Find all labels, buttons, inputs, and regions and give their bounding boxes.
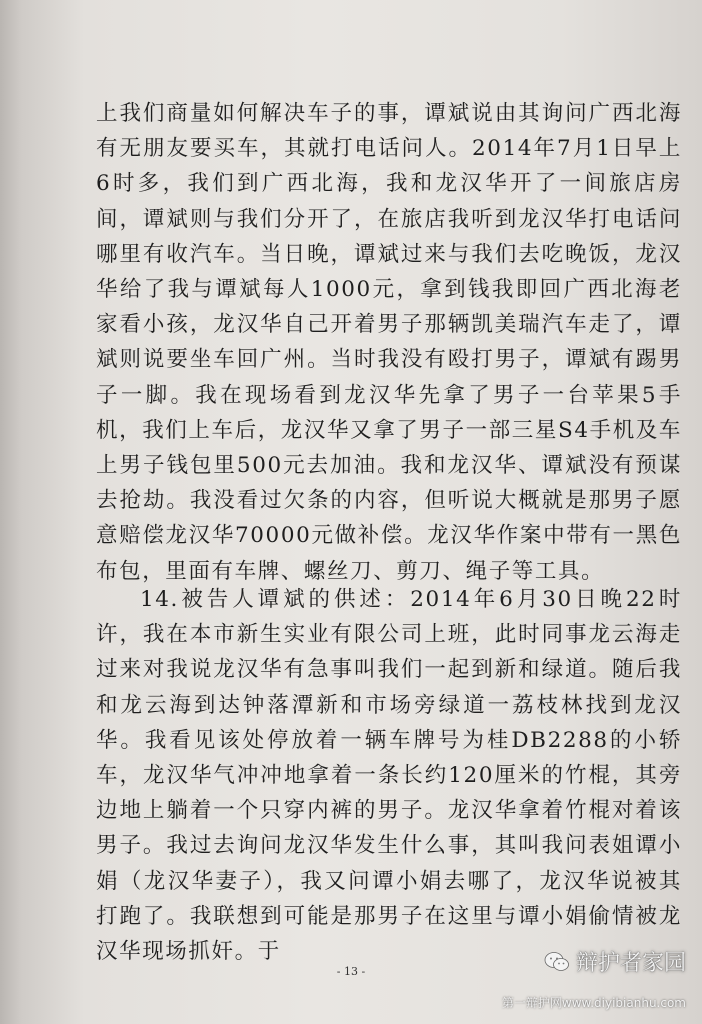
watermark-title: 辩护者家园 [575,951,686,976]
paragraph-2: 14.被告人谭斌的供述：2014年6月30日晚22时许，我在本市新生实业有限公司上班，此时同事龙云海走过来对我说龙汉华有急事叫我们一起到新和绿道。随后我和龙云海到达钟落潭新和市场旁绿道一荔枝林找到龙汉华。我看见该处停放着一辆车牌号为桂DB2288的小轿车，龙汉华气冲冲地拿着一条长约120厘米的竹棍，其旁边地上躺着一个只穿内裤的男子。龙汉华拿着竹棍对着该男子。我过去询问龙汉华发生什么事，其叫我问表姐谭小娟（龙汉华妻子），我又问谭小娟去哪了，龙汉华说被其打跑了。我联想到可能是那男子在这里与谭小娟偷情被龙汉华现场抓奸。于 [96,587,682,965]
paragraph-1: 上我们商量如何解决车子的事，谭斌说由其询问广西北海有无朋友要买车，其就打电话问人。2014年7月1日早上6时多，我们到广西北海，我和龙汉华开了一间旅店房间，谭斌则与我们分开了，在旅店我听到龙汉华打电话问哪里有收汽车。当日晚，谭斌过来与我们去吃晚饭，龙汉华给了我与谭斌每人1000元，拿到钱我即回广西北海老家看小孩，龙汉华自己开着男子那辆凯美瑞汽车走了，谭斌则说要坐车回广州。当时我没有殴打男子，谭斌有踢男子一脚。我在现场看到龙汉华先拿了男子一台苹果5手机，我们上车后，龙汉华又拿了男子一部三星S4手机及车上男子钱包里500元去加油。我和龙汉华、谭斌没有预谋去抢劫。我没看过欠条的内容，但听说大概就是那男子愿意赔偿龙汉华70000元做补偿。龙汉华作案中带有一黑色布包，里面有车牌、螺丝刀、剪刀、绳子等工具。 [96,101,683,584]
page-number: - 13 - [336,965,366,978]
wechat-icon [544,951,570,973]
watermark-logo [544,946,686,977]
watermark-url: 第一辩护网www.diyibianhu.com [501,996,686,1010]
